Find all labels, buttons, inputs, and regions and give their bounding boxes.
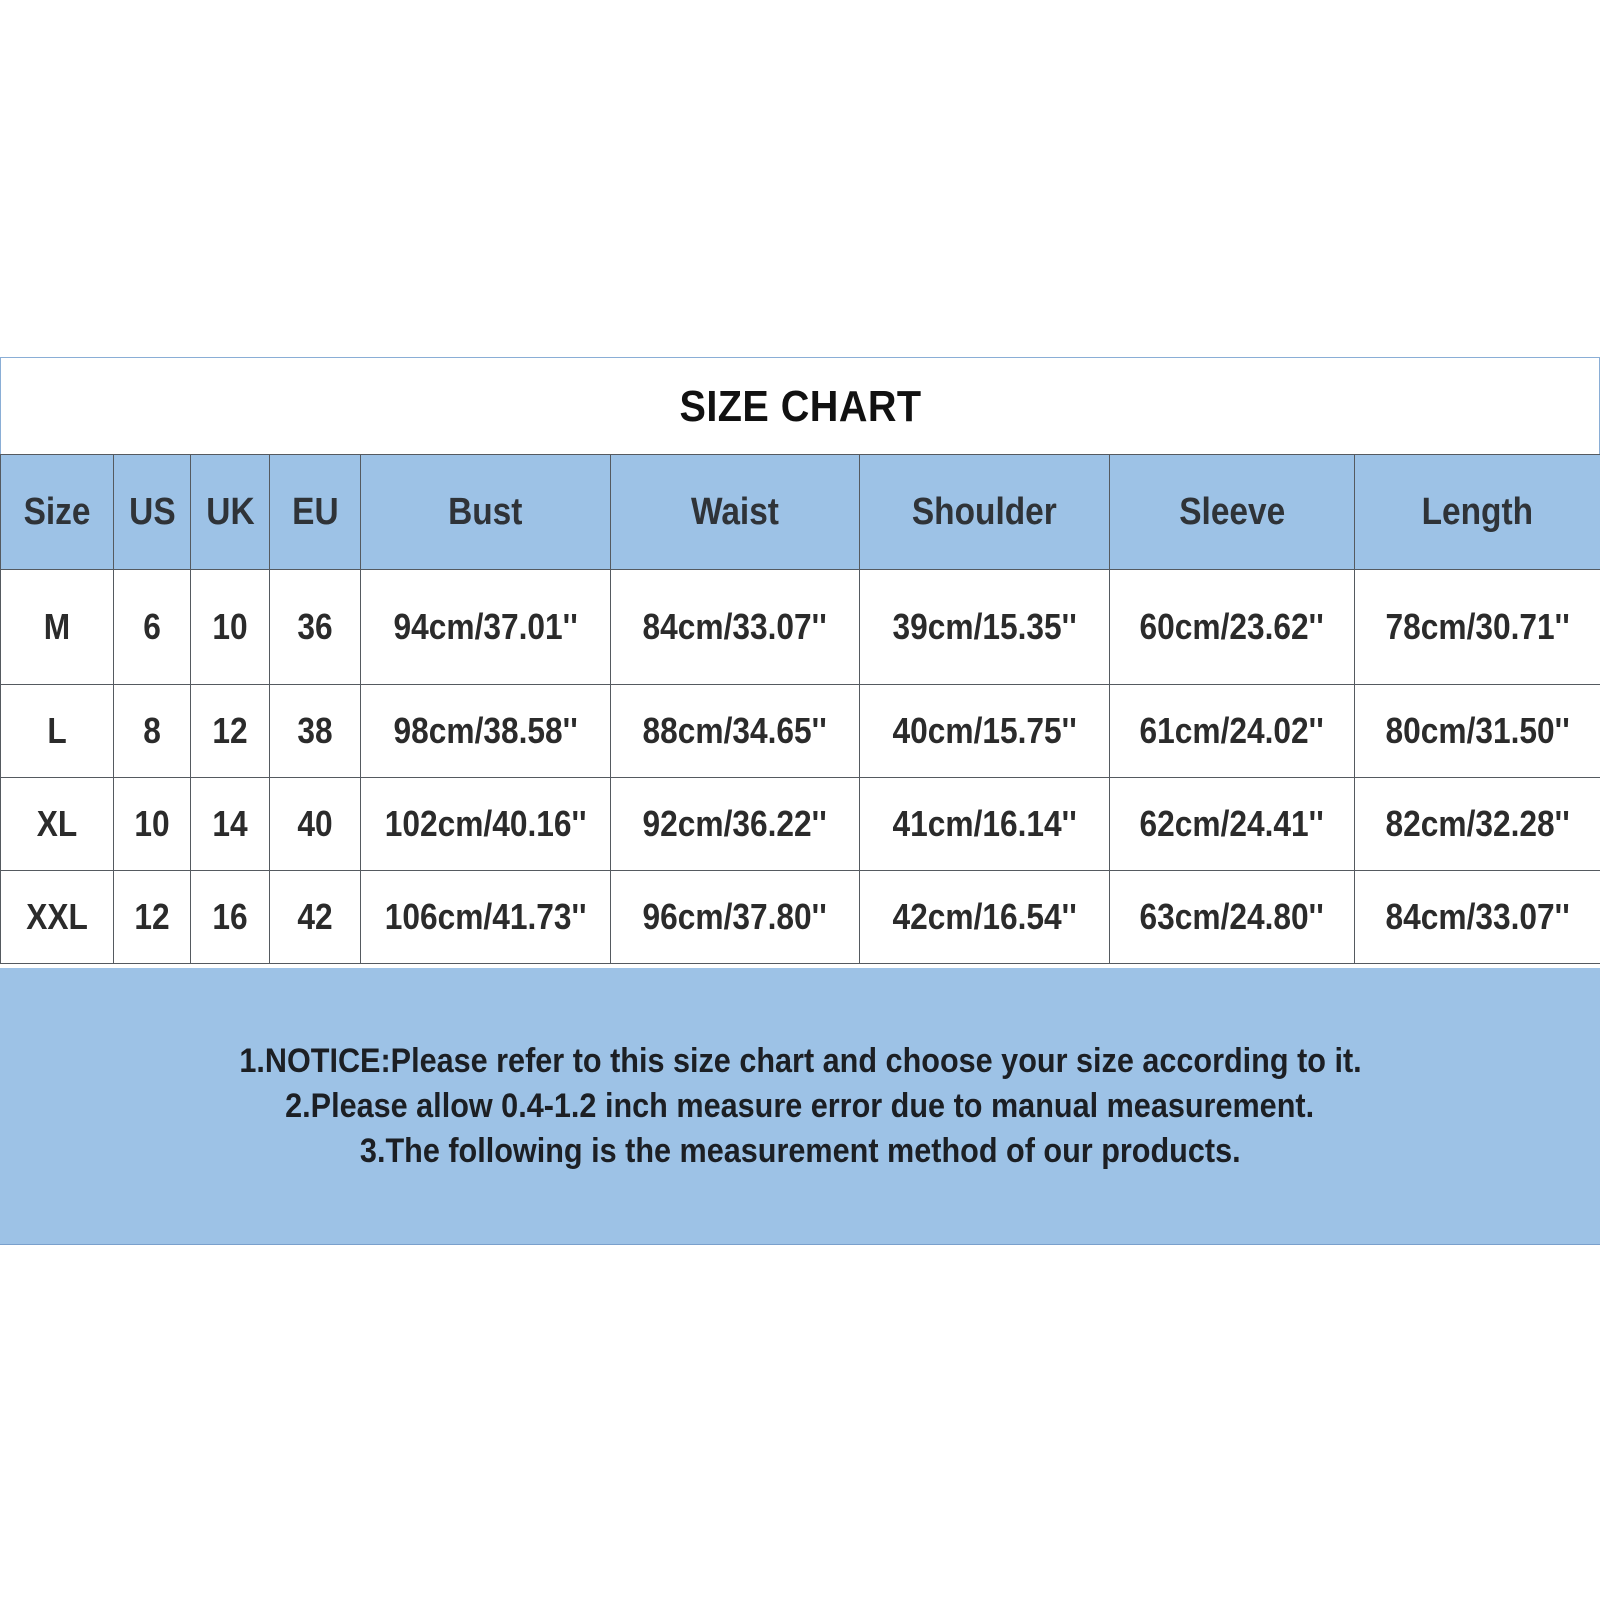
note-line: 1.NOTICE:Please refer to this size chart and choose your size according to it. [238,1041,1362,1080]
header-uk: UK [191,455,270,570]
table-cell: 16 [191,871,270,964]
table-cell: 84cm/33.07'' [1355,871,1600,964]
header-row [1,455,1600,570]
table-cell: 12 [191,685,270,778]
table-row [1,685,1600,778]
table-cell: 62cm/24.41'' [1110,778,1355,871]
size-chart [0,357,1600,1245]
table-cell: 84cm/33.07'' [611,570,860,685]
table-cell: 14 [191,778,270,871]
table-row [1,570,1600,685]
table-cell: 40 [270,778,361,871]
table-cell: 61cm/24.02'' [1110,685,1355,778]
table-row [1,778,1600,871]
table-cell: 10 [114,778,191,871]
table-cell: 12 [114,871,191,964]
title-row [0,357,1600,455]
table-cell: XL [1,778,114,871]
table-cell: 78cm/30.71'' [1355,570,1600,685]
table-cell: 60cm/23.62'' [1110,570,1355,685]
header-shoulder: Shoulder [860,455,1110,570]
table-cell: 8 [114,685,191,778]
table-cell: 40cm/15.75'' [860,685,1110,778]
header-us: US [114,455,191,570]
table-cell: 106cm/41.73'' [361,871,611,964]
chart-title: SIZE CHART [678,381,922,431]
table-cell: 82cm/32.28'' [1355,778,1600,871]
table-cell: 41cm/16.14'' [860,778,1110,871]
table-cell: 92cm/36.22'' [611,778,860,871]
table-cell: 96cm/37.80'' [611,871,860,964]
header-length: Length [1355,455,1600,570]
table-cell: 80cm/31.50'' [1355,685,1600,778]
table-cell: 102cm/40.16'' [361,778,611,871]
table-row [1,871,1600,964]
header-eu: EU [270,455,361,570]
note-line: 3.The following is the measurement method of our products. [359,1131,1241,1170]
table-cell: 63cm/24.80'' [1110,871,1355,964]
header-bust: Bust [361,455,611,570]
table-cell: 39cm/15.35'' [860,570,1110,685]
table-cell: 88cm/34.65'' [611,685,860,778]
table-cell: 38 [270,685,361,778]
table-cell: 94cm/37.01'' [361,570,611,685]
table-cell: 98cm/38.58'' [361,685,611,778]
table-cell: 10 [191,570,270,685]
size-table [0,454,1600,964]
table-cell: 42 [270,871,361,964]
table-cell: 36 [270,570,361,685]
notes-panel [0,968,1600,1245]
header-sleeve: Sleeve [1110,455,1355,570]
note-line: 2.Please allow 0.4-1.2 inch measure error due to manual measurement. [285,1086,1315,1125]
table-cell: XXL [1,871,114,964]
table-cell: M [1,570,114,685]
header-waist: Waist [611,455,860,570]
header-size: Size [1,455,114,570]
table-cell: 6 [114,570,191,685]
table-cell: L [1,685,114,778]
table-cell: 42cm/16.54'' [860,871,1110,964]
